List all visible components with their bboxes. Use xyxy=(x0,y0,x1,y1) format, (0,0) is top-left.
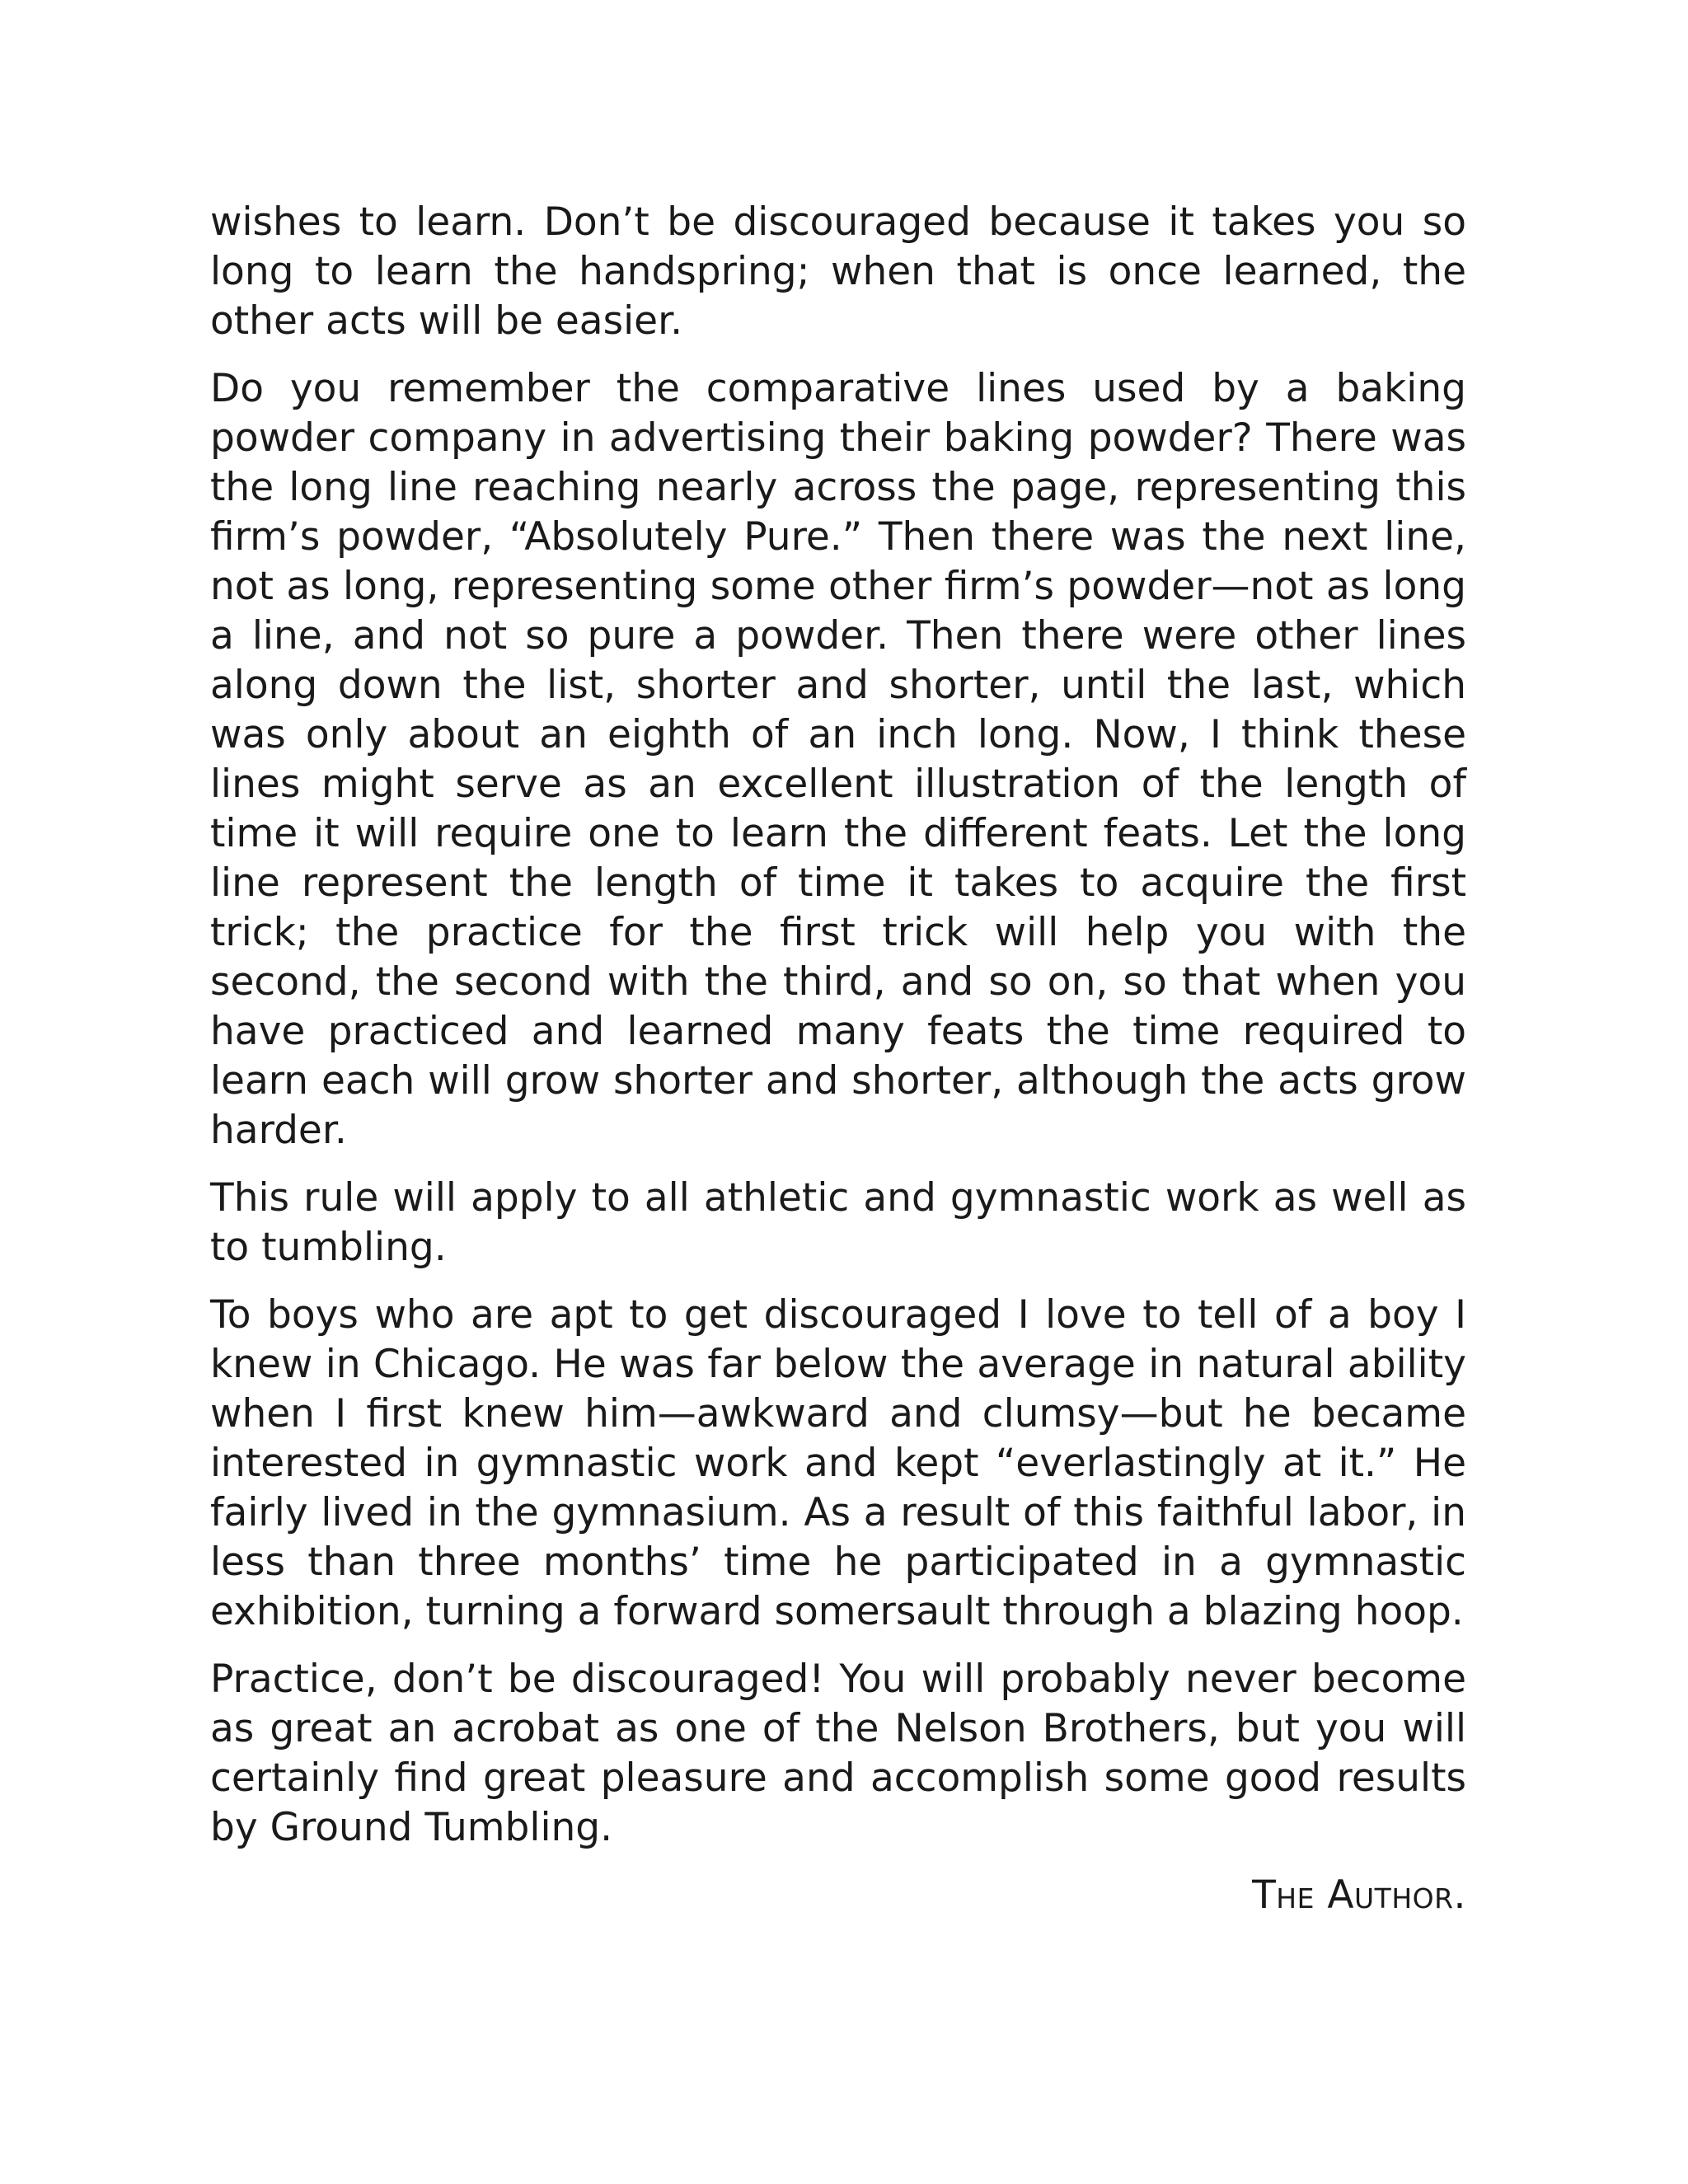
paragraph-1: wishes to learn. Don’t be discouraged because it takes you so long to learn the handspring; when that is once learned, the other acts will be easier. xyxy=(210,199,1466,344)
paragraph-3: This rule will apply to all athletic and gymnastic work as well as to tumbling. xyxy=(210,1175,1466,1270)
paragraph-2: Do you remember the comparative lines used by a baking powder company in advertising their baking powder? There was the long line reaching nearly across the page, representing this firm’s powder, “Absolutely Pure.” Then there was the next line, not as long, representing some other firm’s powder—not as long a line, and not so pure a powder. Then there were other lines along down the list, shorter and shorter, until the last, which was only about an eighth of an inch long. Now, I think these lines might serve as an excellent illustration of the length of time it will require one to learn the different feats. Let the long line represent the length of time it takes to acquire the first trick; the practice for the first trick will help you with the second, the second with the third, and so on, so that when you have practiced and learned many feats the time required to learn each will grow shorter and shorter, although the acts grow harder. xyxy=(210,366,1466,1153)
paragraph-5: Practice, don’t be discouraged! You will probably never become as great an acrobat as one of the Nelson Brothers, but you will certainly find great pleasure and accomplish some good results by Ground Tumbling. xyxy=(210,1657,1466,1850)
paragraph-4: To boys who are apt to get discouraged I love to tell of a boy I knew in Chicago. He was far below the average in natural ability when I first knew him—awkward and clumsy—but he became interested in gymnastic work and kept “everlastingly at it.” He fairly lived in the gymnasium. As a result of this faithful labor, in less than three months’ time he participated in a gymnastic exhibition, turning a forward somersault through a blazing hoop. xyxy=(210,1292,1466,1634)
author-signature: The Author. xyxy=(1252,1872,1466,1918)
body-text xyxy=(210,198,1466,1938)
